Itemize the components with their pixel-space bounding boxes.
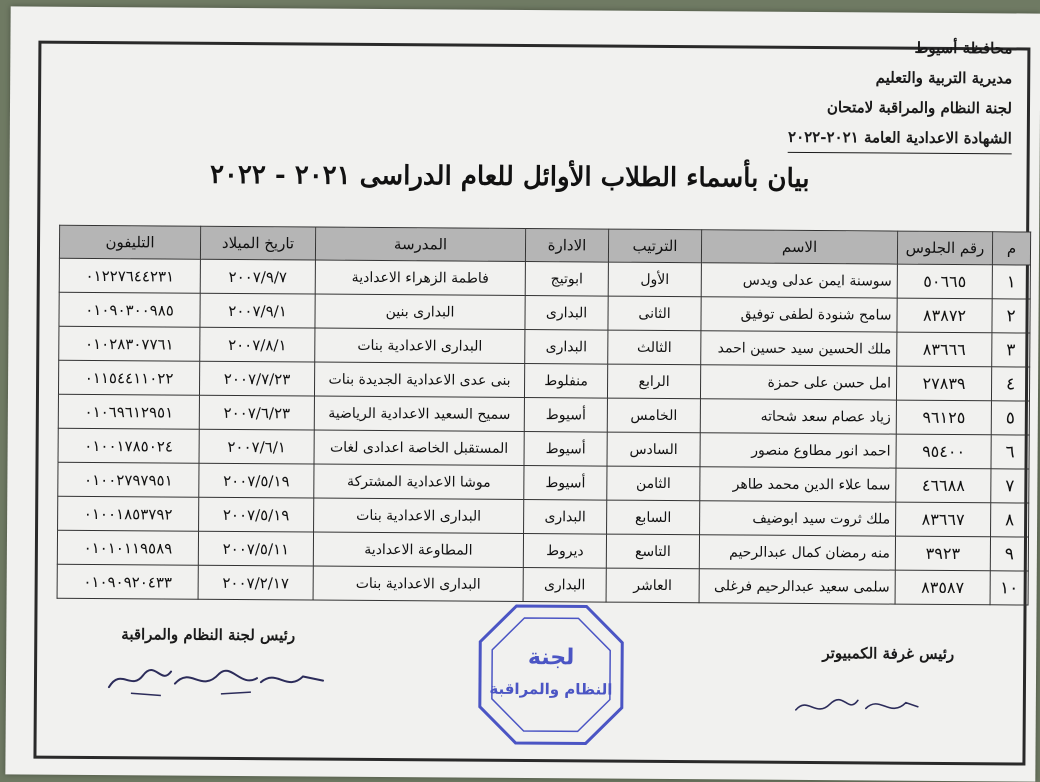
student-phone: ٠١٠٠٢٧٩٧٩٥١ [58,462,199,497]
header-rank: الترتيب [608,229,701,263]
student-school: بنى عدى الاعدادية الجديدة بنات [314,362,524,397]
student-dob: ٢٠٠٧/٧/٢٣ [199,361,314,396]
student-admin: البدارى [523,568,606,603]
header-admin: الادارة [525,229,608,263]
student-admin: ابوتيج [525,262,608,297]
seat-number: ٨٣٦٦٦ [897,332,992,367]
student-dob: ٢٠٠٧/٥/١٩ [199,497,314,532]
student-school: البدارى بنين [315,294,525,329]
student-rank: العاشر [606,568,699,603]
student-name: ملك ثروت سيد ابوضيف [700,501,896,536]
header-school: المدرسة [315,227,525,261]
student-phone: ٠١٠١٠١١٩٥٨٩ [57,530,198,565]
student-school: البدارى الاعدادية بنات [315,328,525,363]
computer-room-head-label: رئيس غرفة الكمبيوتر [822,644,955,664]
row-number: ١ [992,265,1030,299]
student-school: فاطمة الزهراء الاعدادية [315,260,525,295]
student-name: سلمى سعيد عبدالرحيم فرغلى [699,569,895,604]
student-admin: البدارى [525,296,608,331]
student-rank: الرابع [607,364,700,399]
student-name: سامح شنودة لطفى توفيق [701,297,897,332]
student-name: زياد عصام سعد شحاته [700,399,896,434]
student-name: احمد انور مطاوع منصور [700,433,896,468]
student-admin: البدارى [525,330,608,365]
row-number: ٧ [991,469,1029,503]
control-committee-head-label: رئيس لجنة النظام والمراقبة [121,625,296,645]
handwritten-signature-right [786,688,926,725]
student-admin: أسيوط [524,398,607,433]
row-number: ٨ [991,503,1029,537]
student-admin: منفلوط [524,364,607,399]
svg-text:النظام والمراقبة: النظام والمراقبة [489,679,613,699]
seat-number: ٨٣٦٦٧ [896,502,991,537]
student-name: امل حسن على حمزة [700,365,896,400]
row-number: ٩ [990,537,1028,571]
student-name: سما علاء الدين محمد طاهر [700,467,896,502]
student-school: البدارى الاعدادية بنات [313,566,523,601]
student-phone: ٠١٠٩٠٣٠٠٩٨٥ [59,292,200,327]
student-phone: ٠١٠٠١٧٨٥٠٢٤ [58,428,199,463]
certificate-line: الشهادة الاعدادية العامة ٢٠٢١-٢٠٢٢ [788,122,1012,155]
header-name: الاسم [701,230,897,264]
row-number: ٢ [992,299,1030,333]
svg-text:لجنة: لجنة [527,645,575,671]
row-number: ٣ [992,333,1030,367]
header-m: م [992,232,1030,265]
student-phone: ٠١١٥٤٤١١٠٢٢ [58,360,199,395]
top-students-table [57,225,1032,606]
document-title: بيان بأسماء الطلاب الأوائل للعام الدراسى ٢٠٢١ - ٢٠٢٢ [209,159,810,194]
student-rank: السابع [607,500,700,535]
student-rank: الثالث [608,330,701,365]
student-school: المطاوعة الاعدادية [313,532,523,567]
student-name: سوسنة ايمن عدلى ويدس [701,263,897,298]
seat-number: ٩٦١٢٥ [896,400,991,435]
header-seat: رقم الجلوس [897,231,992,265]
seat-number: ٥٠٦٦٥ [897,264,992,299]
student-dob: ٢٠٠٧/٩/١ [200,293,315,328]
seat-number: ٩٥٤٠٠ [896,434,991,469]
student-phone: ٠١٠٦٩٦١٢٩٥١ [58,394,199,429]
student-phone: ٠١٠٩٠٩٢٠٤٣٣ [57,564,198,599]
student-dob: ٢٠٠٧/٢/١٧ [198,565,313,600]
row-number: ٦ [991,435,1029,469]
header-dob: تاريخ الميلاد [200,226,315,260]
seat-number: ٣٩٢٣ [895,536,990,571]
student-rank: التاسع [606,534,699,569]
student-phone: ٠١٢٢٧٦٤٤٢٣١ [59,258,200,293]
student-dob: ٢٠٠٧/٦/١ [199,429,314,464]
student-dob: ٢٠٠٧/٩/٧ [200,259,315,294]
committee-line: لجنة النظام والمراقبة لامتحان [826,98,1013,118]
student-school: المستقبل الخاصة اعدادى لغات [314,430,524,465]
header-phone: التليفون [59,225,200,259]
seat-number: ٢٧٨٣٩ [896,366,991,401]
student-school: سميح السعيد الاعدادية الرياضية [314,396,524,431]
handwritten-signature-left [101,657,331,703]
student-school: موشا الاعدادية المشتركة [314,464,524,499]
student-admin: أسيوط [524,432,607,467]
student-rank: الثامن [607,466,700,501]
governorate-line: محافظة أسيوط [914,38,1013,58]
row-number: ٤ [991,367,1029,401]
row-number: ٥ [991,401,1029,435]
document-page [5,6,1040,781]
seat-number: ٨٣٥٨٧ [895,570,990,605]
student-dob: ٢٠٠٧/٦/٢٣ [199,395,314,430]
student-phone: ٠١٠٠١٨٥٣٧٩٢ [58,496,199,531]
student-dob: ٢٠٠٧/٥/١١ [198,531,313,566]
row-number: ١٠ [990,571,1028,605]
organization-header [788,32,1013,155]
seat-number: ٤٦٦٨٨ [896,468,991,503]
student-rank: السادس [607,432,700,467]
student-rank: الثانى [608,296,701,331]
table-row [57,564,1028,605]
student-rank: الخامس [607,398,700,433]
student-school: البدارى الاعدادية بنات [314,498,524,533]
student-name: منه رمضان كمال عبدالرحيم [699,535,895,570]
student-name: ملك الحسين سيد حسين احمد [701,331,897,366]
student-admin: ديروط [523,534,606,569]
committee-stamp [476,602,627,748]
student-admin: أسيوط [524,466,607,501]
directorate-line: مديرية التربية والتعليم [875,68,1013,88]
seat-number: ٨٣٨٧٢ [897,298,992,333]
student-phone: ٠١٠٢٨٣٠٧٧٦١ [59,326,200,361]
student-dob: ٢٠٠٧/٨/١ [200,327,315,362]
student-dob: ٢٠٠٧/٥/١٩ [199,463,314,498]
student-admin: البدارى [524,500,607,535]
student-rank: الأول [608,262,701,297]
